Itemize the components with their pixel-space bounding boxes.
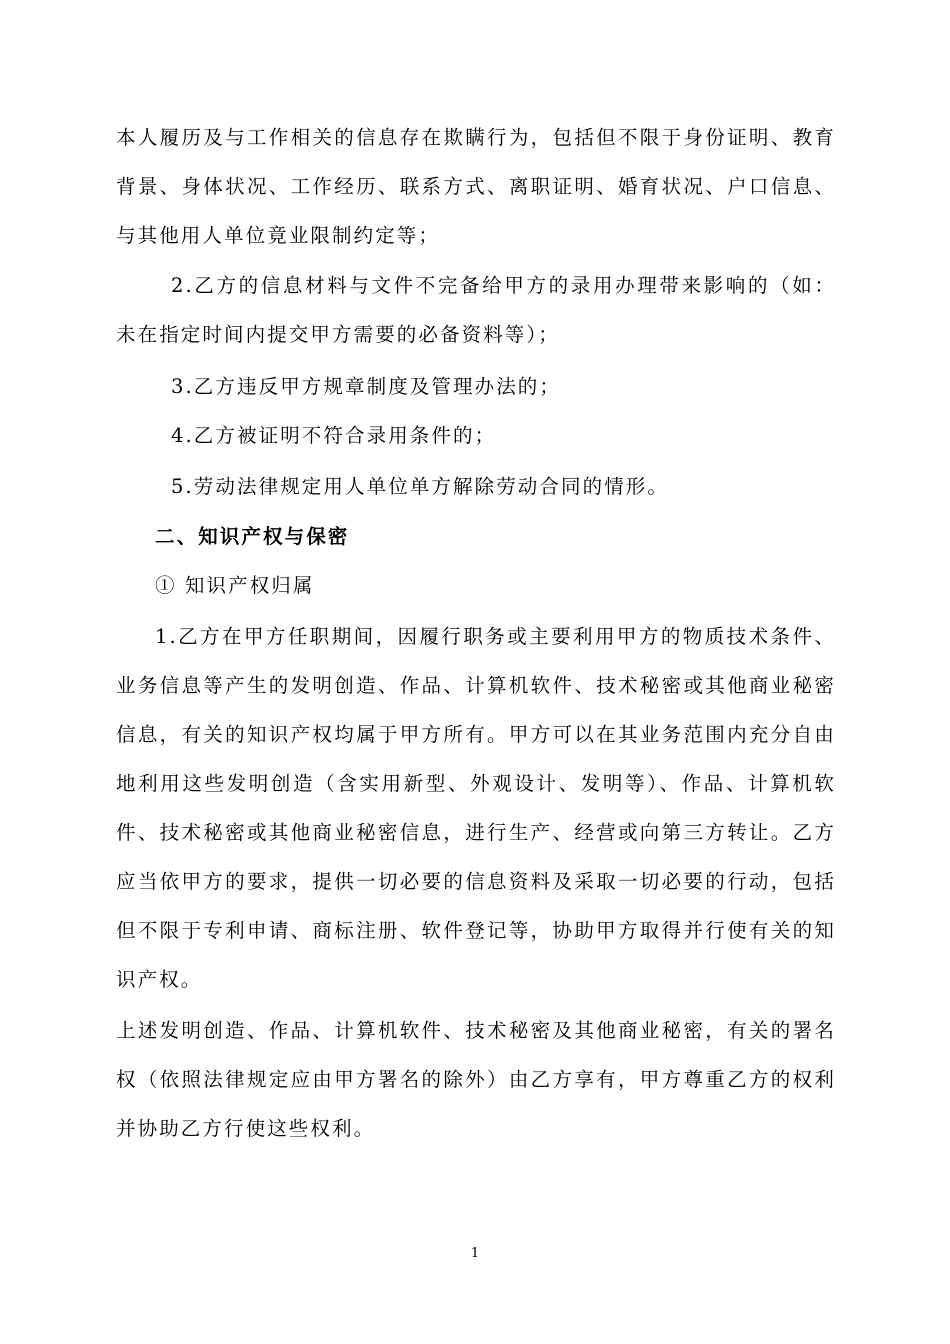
subsection-heading: ① 知识产权归属 — [155, 574, 315, 597]
paragraph-item-2: 2.乙方的信息材料与文件不完备给甲方的录用办理带来影响的（如：未在指定时间内提交甲方需要的必备资料等）； — [116, 274, 836, 346]
paragraph-ip-ownership: 1.乙方在甲方任职期间，因履行职务或主要利用甲方的物质技术条件、业务信息等产生的发明创造、作品、计算机软件、技术秘密或其他商业秘密信息，有关的知识产权均属于甲方所有。甲方可以在其业务范围内充分自由地利用这些发明创造（含实用新型、外观设计、发明等）、作品、计算机软件、技术秘密或其他商业秘密信息，进行生产、经营或向第三方转让。乙方应当依甲方的要求，提供一切必要的信息资料及采取一切必要的行动，包括但不限于专利申请、商标注册、软件登记等，协助甲方取得并行使有关的知识产权。 — [116, 625, 836, 991]
paragraph-continuation: 本人履历及与工作相关的信息存在欺瞒行为，包括但不限于身份证明、教育背景、身体状况、工作经历、联系方式、离职证明、婚育状况、户口信息、与其他用人单位竟业限制约定等； — [116, 126, 836, 247]
paragraph-item-4: 4.乙方被证明不符合录用条件的； — [171, 424, 497, 447]
paragraph-item-5: 5.劳动法律规定用人单位单方解除劳动合同的情形。 — [171, 475, 670, 498]
paragraph-attribution-rights: 上述发明创造、作品、计算机软件、技术秘密及其他商业秘密，有关的署名权（依照法律规定应由甲方署名的除外）由乙方享有，甲方尊重乙方的权利并协助乙方行使这些权利。 — [116, 1019, 836, 1140]
page-number: 1 — [470, 1246, 480, 1261]
section-heading: 二、知识产权与保密 — [155, 525, 350, 548]
paragraph-item-3: 3.乙方违反甲方规章制度及管理办法的； — [171, 375, 562, 398]
